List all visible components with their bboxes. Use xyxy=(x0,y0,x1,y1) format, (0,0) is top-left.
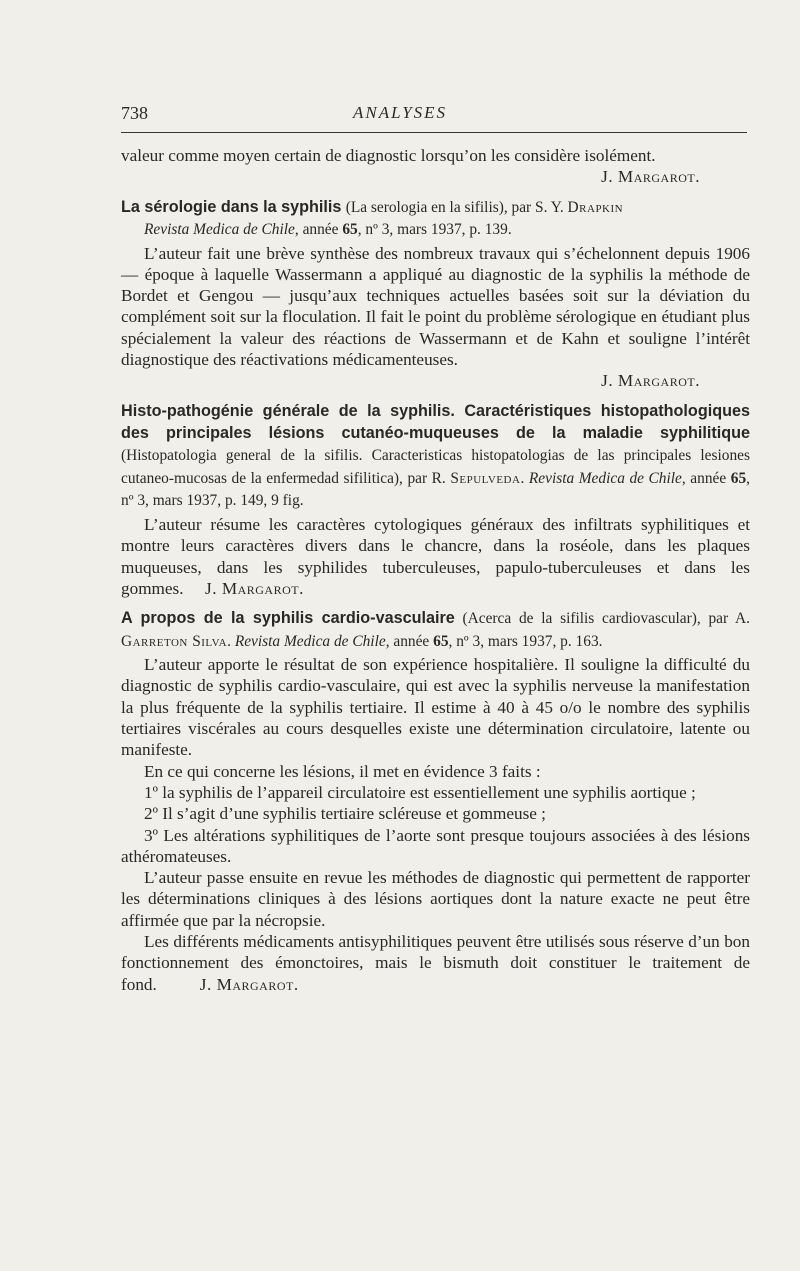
signature: J. Margarot. xyxy=(205,578,304,598)
entry-heading: Histo-pathogénie générale de la syphilis. Caractéristiques histopathologiques des principales lésions cutanéo-muqueuses de la maladie syphilitique (Histopatologia general de la sifilis. Caracteristicas histopatologias de las principales lesiones cutaneo-mucosas de la enfermedad sifilitica), par R. Sepulveda. Revista Medica de Chile, année 65, nº 3, mars 1937, p. 149, 9 fig. xyxy=(121,401,750,510)
abstract-entry xyxy=(121,400,750,599)
abstract-text: L’auteur apporte le résultat de son expérience hospitalière. Il souligne la difficulté du diagnostic de syphilis cardio-vasculaire, qui est avec la syphilis nerveuse la manifestation la plus fréquente de la syphilis tertiaire. Il estime à 40 à 45 o/o le nombre des syphilis tertiaires viscérales au cours desquelles existe une détermination circulatoire, latente ou manifeste. xyxy=(121,655,750,760)
abstract-text: En ce qui concerne les lésions, il met en évidence 3 faits : xyxy=(144,761,541,781)
abstract-text: Les différents médicaments antisyphilitiques peuvent être utilisés sous réserve d’un bon fonctionnement des émonctoires, mais le bismuth doit constituer le traitement de fond. J. Margarot. xyxy=(121,932,750,994)
abstract-text: L’auteur résume les caractères cytologiques généraux des infiltrats syphilitiques et montre leurs caractères divers dans le chancre, dans la roséole, dans les plaques muqueuses, dans les syphilides tuberculeuses, papulo-tuberculeuses et dans les gommes. J. Margarot. xyxy=(121,514,750,598)
abstract-text: L’auteur passe ensuite en revue les méthodes de diagnostic qui permettent de rapporter les déterminations cliniques à des lésions aortiques dont la nature exacte ne peut être affirmée que par la nécropsie. xyxy=(121,868,750,930)
signature: J. Margarot. xyxy=(199,974,299,994)
page-number: 738 xyxy=(121,103,148,123)
signature: J. Margarot. xyxy=(601,167,700,187)
running-title: ANALYSES xyxy=(352,103,448,122)
list-item: 1º la syphilis de l’appareil circulatoire est essentiellement une syphilis aortique ; xyxy=(144,782,696,802)
entry-heading: A propos de la syphilis cardio-vasculaire (Acerca de la sifilis cardiovascular), par A. Garreton Silva. Revista Medica de Chile, année 65, nº 3, mars 1937, p. 163. xyxy=(121,609,750,650)
entry-heading: La sérologie dans la syphilis (La serologia en la sifilis), par S. Y. Drapkin Revista Medica de Chile, année 65, nº 3, mars 1937, p. 139. xyxy=(121,197,624,239)
list-item: 2º Il s’agit d’une syphilis tertiaire scléreuse et gommeuse ; xyxy=(144,804,546,824)
signature: J. Margarot. xyxy=(601,371,700,391)
abstract-text: L’auteur fait une brève synthèse des nombreux travaux qui s’échelonnent depuis 1906 — époque à laquelle Wassermann a appliqué au diagnostic de la syphilis la méthode de Bordet et Gengou — jusqu’aux techniques actuelles basées soit sur la déviation du complément soit sur la floculation. Il fait le point du problème sérologique en étudiant plus spécialement la valeur des réactions de Wassermann et de Kahn et souligne l’intérêt diagnostique des réactivations médicamenteuses. xyxy=(121,243,750,370)
previous-abstract-tail: valeur comme moyen certain de diagnostic lorsqu’on les considère isolément. xyxy=(121,146,656,165)
page-body xyxy=(121,145,750,995)
abstract-entry xyxy=(121,196,750,392)
abstract-entry xyxy=(121,607,750,995)
header-rule xyxy=(121,132,747,133)
list-item: 3º Les altérations syphilitiques de l’aorte sont presque toujours associées à des lésions athéromateuses. xyxy=(121,825,750,866)
